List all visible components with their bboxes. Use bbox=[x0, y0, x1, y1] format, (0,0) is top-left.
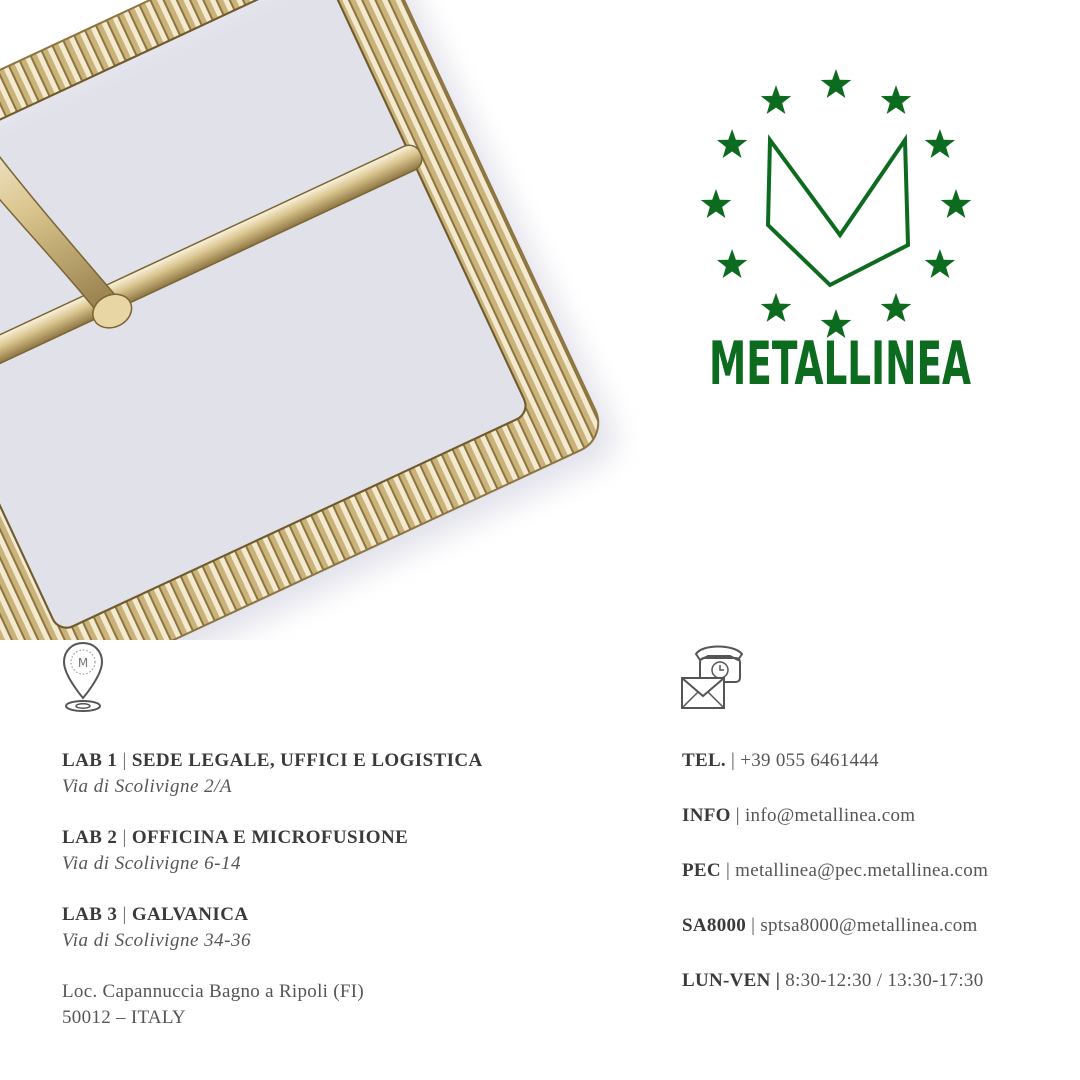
logo-graphic bbox=[690, 60, 990, 400]
separator: | bbox=[731, 750, 736, 771]
phone-envelope-icon bbox=[680, 640, 744, 714]
address-lab-1 bbox=[62, 748, 622, 800]
lab-title: LAB 1 bbox=[62, 750, 118, 771]
lab-title: LAB 2 bbox=[62, 827, 118, 848]
contact-value[interactable]: +39 055 6461444 bbox=[740, 750, 879, 771]
lab-street: Via di Scolivigne 34-36 bbox=[62, 930, 251, 951]
separator: | bbox=[725, 860, 731, 881]
contact-value[interactable]: sptsa8000@metallinea.com bbox=[760, 915, 978, 936]
logo-star-icon bbox=[821, 69, 851, 98]
separator: | bbox=[122, 827, 127, 848]
logo-star-icon bbox=[761, 85, 791, 114]
contact-hours bbox=[682, 968, 1062, 994]
logo-star-icon bbox=[941, 189, 971, 218]
location-line-1: Loc. Capannuccia Bagno a Ripoli (FI) bbox=[62, 981, 365, 1002]
logo-star-icon bbox=[881, 293, 911, 322]
location-block bbox=[62, 979, 622, 1031]
belt-buckle-image bbox=[0, 0, 640, 640]
separator: | bbox=[122, 750, 127, 771]
contact-sa8000-email bbox=[682, 913, 1062, 939]
logo-star-icon bbox=[925, 249, 955, 278]
contact-label: PEC bbox=[682, 860, 721, 881]
contact-info-email bbox=[682, 803, 1062, 829]
svg-text:M: M bbox=[77, 656, 89, 670]
contact-pec-email bbox=[682, 858, 1062, 884]
lab-street: Via di Scolivigne 6-14 bbox=[62, 853, 241, 874]
contacts-section bbox=[682, 748, 1062, 1023]
contact-label: LUN-VEN bbox=[682, 970, 771, 991]
logo-star-icon bbox=[881, 85, 911, 114]
separator: | bbox=[751, 915, 756, 936]
logo-wordmark: METALLINEA bbox=[709, 329, 972, 399]
location-line-2: 50012 – ITALY bbox=[62, 1007, 186, 1028]
map-pin-icon bbox=[60, 640, 106, 714]
contact-label: TEL. bbox=[682, 750, 726, 771]
logo-star-icon bbox=[701, 189, 731, 218]
logo-star-icon bbox=[925, 129, 955, 158]
separator: | bbox=[775, 970, 781, 991]
logo-star-icon bbox=[717, 129, 747, 158]
contact-value[interactable]: metallinea@pec.metallinea.com bbox=[735, 860, 989, 881]
address-lab-2 bbox=[62, 825, 622, 877]
contact-label: INFO bbox=[682, 805, 731, 826]
logo-star-icon bbox=[761, 293, 791, 322]
lab-subtitle: OFFICINA E MICROFUSIONE bbox=[131, 827, 409, 848]
contact-value: 8:30-12:30 / 13:30-17:30 bbox=[785, 970, 984, 991]
addresses-section bbox=[62, 748, 622, 1056]
contact-value[interactable]: info@metallinea.com bbox=[744, 805, 916, 826]
lab-street: Via di Scolivigne 2/A bbox=[62, 776, 233, 797]
lab-subtitle: GALVANICA bbox=[131, 904, 249, 925]
logo-star-icon bbox=[717, 249, 747, 278]
metallinea-logo bbox=[690, 60, 990, 400]
separator: | bbox=[122, 904, 127, 925]
lab-subtitle: SEDE LEGALE, UFFICI E LOGISTICA bbox=[131, 750, 483, 771]
lab-title: LAB 3 bbox=[62, 904, 118, 925]
address-lab-3 bbox=[62, 902, 622, 954]
separator: | bbox=[735, 805, 740, 826]
contact-phone bbox=[682, 748, 1062, 774]
contact-label: SA8000 bbox=[682, 915, 747, 936]
